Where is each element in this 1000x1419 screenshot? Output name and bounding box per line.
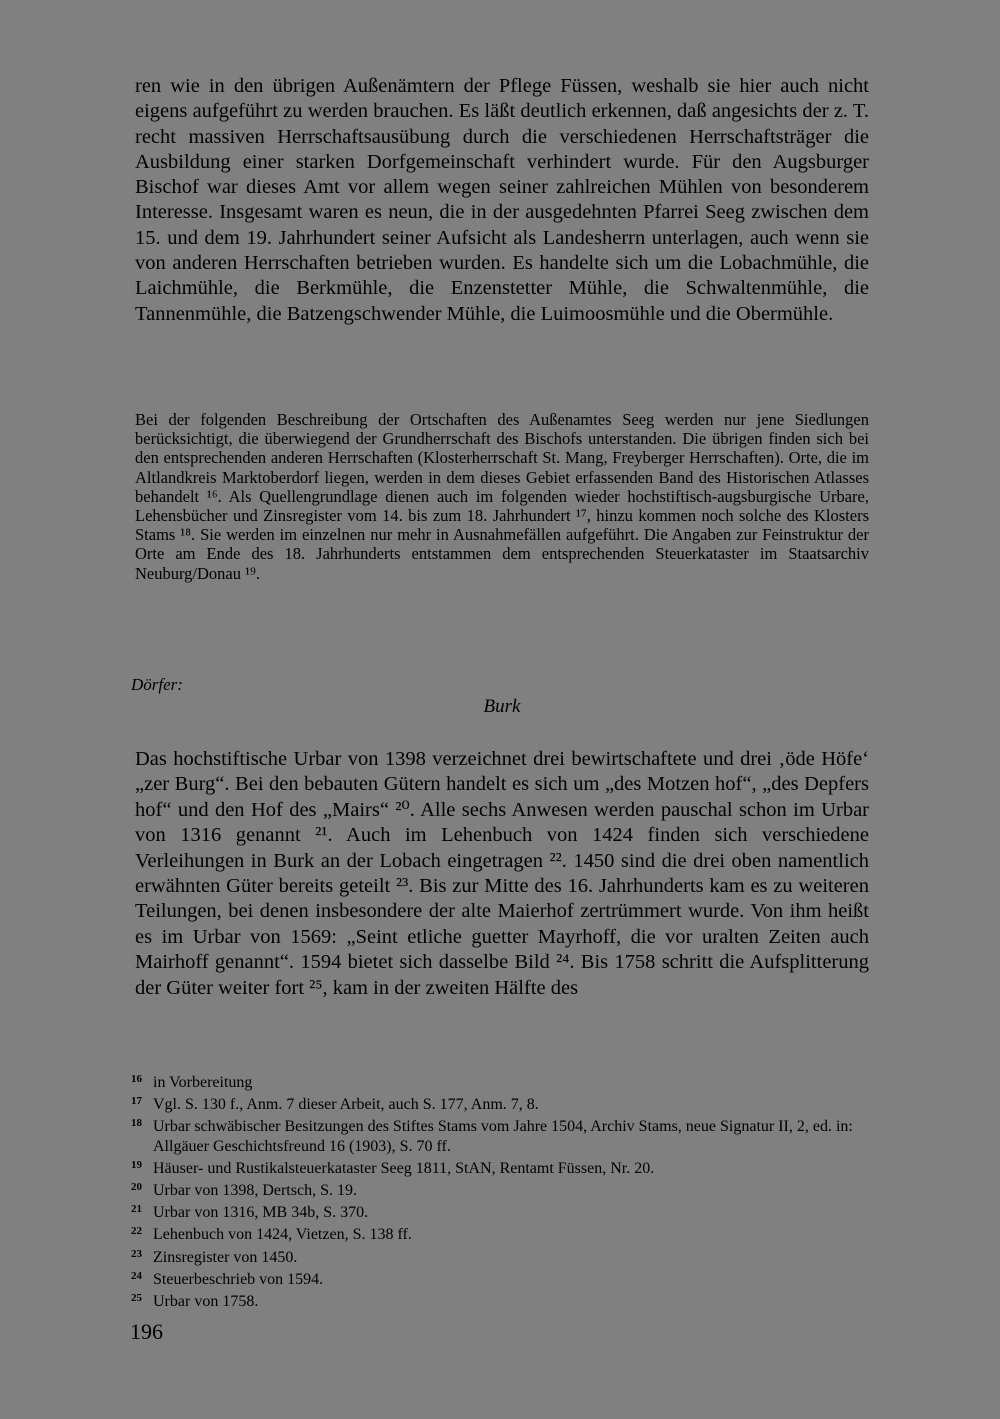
body-paragraph-mills: ren wie in den übrigen Außenämtern der Pflege Füssen, weshalb sie hier auch nicht eigens aufgeführt zu werden brauchen. Es läßt deutlich erkennen, daß angesichts der z. T. recht massiven Herrschaftsausübung durch die verschiedenen Herrschaftsträger die Ausbildung einer starken Dorfgemeinschaft verhindert wurde. Für den Augsburger Bischof war dieses Amt vor allem wegen seiner zahlreichen Mühlen von besonderem Interesse. Insgesamt waren es neun, die in der ausgedehnten Pfarrei Seeg zwischen dem 15. und dem 19. Jahrhundert seiner Aufsicht als Landesherrn unterlagen, auch wenn sie von anderen Herrschaften betrieben wurden. Es handelte sich um die Lobachmühle, die Laichmühle, die Berkmühle, die Enzenstetter Mühle, die Schwaltenmühle, die Tannenmühle, die Batzengschwender Mühle, die Luimoosmühle und die Obermühle. (135, 75, 869, 325)
footnote (131, 1245, 869, 1267)
footnote (131, 1222, 869, 1244)
footnote-number: 22 (131, 1225, 142, 1238)
footnote-text: Urbar von 1398, Dertsch, S. 19. (153, 1182, 357, 1200)
footnote-number: 23 (131, 1247, 142, 1260)
footnote-text: Steuerbeschrieb von 1594. (153, 1270, 324, 1288)
footnote-text: Häuser- und Rustikalsteuerkataster Seeg 1811, StAN, Rentamt Füssen, Nr. 20. (153, 1159, 655, 1177)
body-paragraph-sources: Bei der folgenden Beschreibung der Ortschaften des Außenamtes Seeg werden nur jene Siedlungen berücksichtigt, die überwiegend der Grundherrschaft des Bischofs unterstanden. Die übrigen finden sich bei den entsprechenden anderen Herrschaften (Klosterherrschaft St. Mang, Freyberger Herrschaften). Orte, die im Altlandkreis Marktoberdorf liegen, werden in dem dieses Gebiet erfassenden Band des Historischen Atlasses behandelt ¹⁶. Als Quellengrundlage dienen auch im folgenden wieder hochstiftisch-augsburgische Urbare, Lehensbücher und Zinsregister vom 14. bis zum 18. Jahrhundert ¹⁷, hinzu kommen noch solche des Klosters Stams ¹⁸. Sie werden im einzelnen nur mehr in Ausnahmefällen aufgeführt. Die Angaben zur Feinstruktur der Orte am Ende des 18. Jahrhunderts entstammen dem entsprechenden Steuerkataster im Staatsarchiv Neuburg/Donau ¹⁹. (135, 410, 869, 583)
footnote-text: Urbar von 1316, MB 34b, S. 370. (153, 1204, 369, 1222)
footnote-number: 24 (131, 1269, 142, 1282)
footnote-text: Vgl. S. 130 f., Anm. 7 dieser Arbeit, auch S. 177, Anm. 7, 8. (153, 1096, 539, 1114)
footnote-number: 19 (131, 1158, 142, 1171)
footnote-number: 20 (131, 1181, 142, 1194)
page-number: 196 (130, 1319, 163, 1344)
footnote (131, 1267, 869, 1289)
footnote-text: Urbar schwäbischer Besitzungen des Stiftes Stams vom Jahre 1504, Archiv Stams, neue Signatur II, 2, ed. in: Allgäuer Geschichtsfreund 16 (1903), S. 70 ff. (153, 1118, 853, 1155)
footnotes-list (131, 1070, 869, 1311)
body-paragraph-burk: Das hochstiftische Urbar von 1398 verzeichnet drei bewirtschaftete und drei ‚öde Höfe‘ „zer Burg“. Bei den bebauten Gütern handelt es sich um „des Motzen hof“, „des Depfers hof“ und den Hof des „Mairs“ ²⁰. Alle sechs Anwesen werden pauschal schon im Urbar von 1316 genannt ²¹. Auch im Lehenbuch von 1424 finden sich verschiedene Verleihungen in Burk an der Lobach eingetragen ²². 1450 sind die drei oben namentlich erwähnten Güter bereits geteilt ²³. Bis zur Mitte des 16. Jahrhunderts kam es zu weiteren Teilungen, bei denen insbesondere der alte Maierhof zertrümmert wurde. Von ihm heißt es im Urbar von 1569: „Seint etliche guetter Mayrhoff, die vor uralten Zeiten auch Mairhoff genannt“. 1594 bietet sich dasselbe Bild ²⁴. Bis 1758 schritt die Aufsplitterung der Güter weiter fort ²⁵, kam in der zweiten Hälfte des (135, 748, 869, 999)
footnote-number: 18 (131, 1117, 142, 1130)
footnote-text: Lehenbuch von 1424, Vietzen, S. 138 ff. (153, 1226, 412, 1244)
footnote-text: Urbar von 1758. (153, 1293, 259, 1311)
footnote (131, 1114, 869, 1155)
footnote-text: in Vorbereitung (153, 1074, 253, 1091)
footnote (131, 1092, 869, 1114)
footnote (131, 1156, 869, 1178)
footnote (131, 1200, 869, 1222)
place-heading: Burk (483, 696, 521, 717)
footnote (131, 1178, 869, 1200)
footnote-text: Zinsregister von 1450. (153, 1248, 298, 1266)
footnote-number: 17 (131, 1095, 142, 1108)
footnote-number: 21 (131, 1203, 142, 1216)
footnote-number: 16 (131, 1073, 142, 1085)
footnote-number: 25 (131, 1292, 142, 1305)
footnote (131, 1070, 869, 1092)
footnote (131, 1289, 869, 1311)
section-heading: Dörfer: (131, 675, 183, 694)
